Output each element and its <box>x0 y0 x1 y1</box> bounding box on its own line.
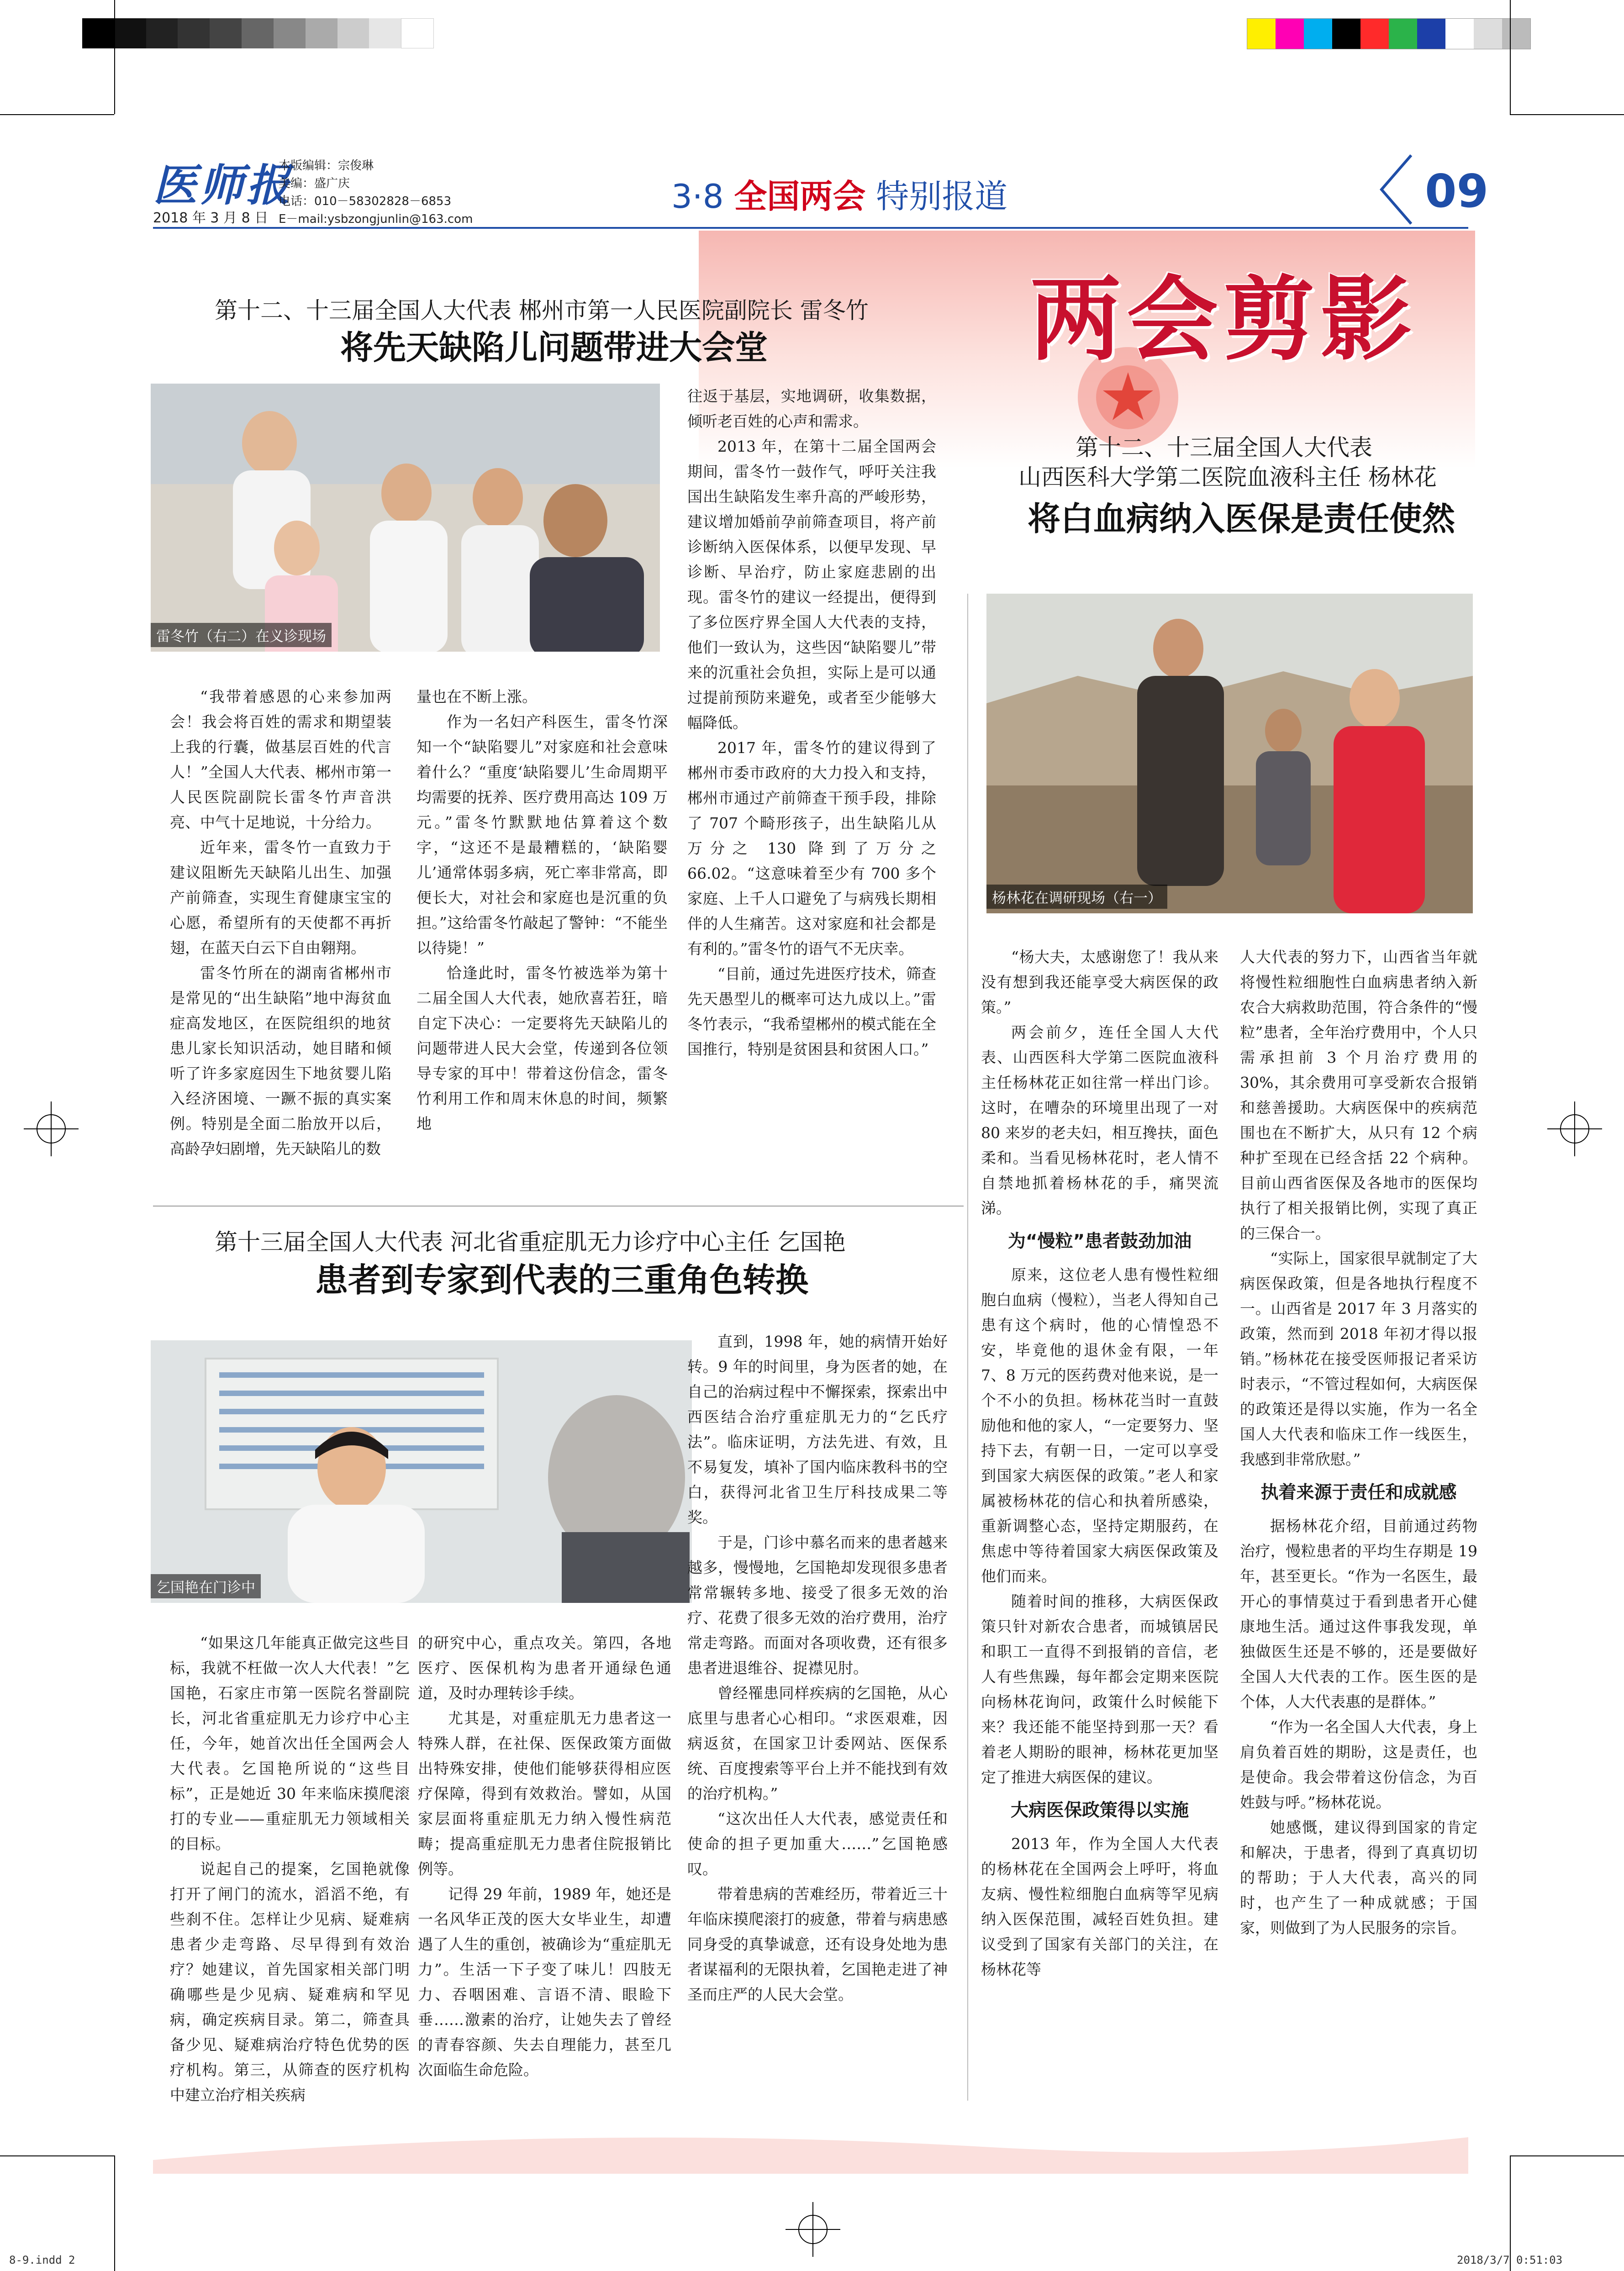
story2-headline: 将白血病纳入医保是责任使然 <box>1028 499 1455 538</box>
paragraph: 据杨林花介绍，目前通过药物治疗，慢粒患者的平均生存期是 19 年，甚至更长。“作为一名医生，最开心的事情莫过于看到患者开心健康地生活。通过这件事我发现，单独做医生还是不够的，还是要做好全国人大代表的工作。医生医的是个体，人大代表惠的是群体。” <box>1240 1517 1477 1711</box>
paragraph: 记得 29 年前，1989 年，她还是一名风华正茂的医大女毕业生，却遭遇了人生的重创，被确诊为“重症肌无力”。生活一下子变了味儿！四肢无力、吞咽困难、言语不清、眼睑下垂……激素的治疗，让她失去了曾经的青春容颜、失去自理能力，甚至几次面临生命危险。 <box>418 1885 671 2079</box>
story1-headline: 将先天缺陷儿问题带进大会堂 <box>340 328 768 367</box>
section-title <box>671 170 1007 217</box>
newspaper-logo: 医师报 <box>153 159 293 211</box>
crop-mark <box>0 2155 114 2156</box>
paragraph: 恰逢此时，雷冬竹被选举为第十二届全国人大代表，她欣喜若狂，暗自定下决心：一定要将先天缺陷儿的问题带进人民大会堂，传递到各位领导专家的耳中！带着这份信念，雷冬竹利用工作和周末休息的时间，频繁地 <box>417 964 668 1133</box>
paragraph: 她感慨，建议得到国家的肯定和解决，于患者，得到了真真切切的帮助；于人大代表，高兴的同时，也产生了一种成就感；于国家，则做到了为人民服务的宗旨。 <box>1240 1818 1477 1937</box>
paragraph: 带着患病的苦难经历，带着近三十年临床摸爬滚打的疲惫，带着与病患感同身受的真挚诚意，还有设身处地为患者谋福利的无限执着，乞国艳走进了神圣而庄严的人民大会堂。 <box>687 1885 948 2003</box>
crop-mark <box>1510 2155 1624 2156</box>
paragraph: 直到，1998 年，她的病情开始好转。9 年的时间里，身为医者的她，在自己的治病过程中不懈探索，探索出中西医结合治疗重症肌无力的“乞氏疗法”。临床证明，方法先进、有效，且不易复发，填补了国内临床教科书的空白，获得河北省卫生厅科技成果二等奖。 <box>687 1333 948 1526</box>
page-number: 09 <box>1425 164 1489 218</box>
designer-line: 美编：盛广庆 <box>279 177 350 190</box>
story1-photo <box>151 384 660 652</box>
story2-column-b <box>1240 944 1477 1940</box>
story3-column-c <box>687 1329 948 2007</box>
crop-mark <box>114 2155 115 2271</box>
paragraph: “杨大夫，太感谢您了！我从来没有想到我还能享受大病医保的政策。” <box>981 948 1218 1016</box>
grayscale-bar <box>82 18 434 48</box>
decorative-swoosh <box>153 2119 1468 2174</box>
story2-photo <box>986 594 1473 913</box>
story1-column-c <box>687 384 936 1062</box>
editor-line: 本版编辑：宗俊琳 <box>279 159 374 173</box>
registration-mark <box>1560 1114 1589 1143</box>
paragraph: 近年来，雷冬竹一直致力于建议阻断先天缺陷儿出生、加强产前筛查，实现生育健康宝宝的心愿，希望所有的天使都不再折翅，在蓝天白云下自由翱翔。 <box>170 838 391 957</box>
section-prefix: 3·8 <box>671 177 724 216</box>
story2-subheading: 为“慢粒”患者鼓劲加油 <box>1007 1231 1192 1252</box>
paragraph: 随着时间的推移，大病医保政策只针对新农合患者，而城镇居民和职工一直得不到报销的音信，老人有些焦躁，每年都会定期来医院向杨林花询问，政策什么时候能下来？我还能不能坚持到那一天？看着老人期盼的眼神，杨林花更加坚定了推进大病医保的建议。 <box>981 1592 1218 1786</box>
section-highlight: 全国两会 <box>734 177 866 216</box>
paragraph: “目前，通过先进医疗技术，筛查先天愚型儿的概率可达九成以上。”雷冬竹表示，“我希望郴州的模式能在全国推行，特别是贫困县和贫困人口。” <box>687 965 936 1058</box>
story2-subheading: 执着来源于责任和成就感 <box>1260 1482 1457 1503</box>
crop-mark <box>1510 0 1511 114</box>
story1-subhead: 第十二、十三届全国人大代表 郴州市第一人民医院副院长 雷冬竹 <box>215 297 869 324</box>
paragraph: 说起自己的提案，乞国艳就像打开了闸门的流水，滔滔不绝，有些刹不住。怎样让少见病、疑难病患者少走弯路、尽早得到有效治疗？她建议，首先国家相关部门明确哪些是少见病、疑难病和罕见病，确定疾病目录。第二，筛查具备少见、疑难病治疗特色优势的医疗机构。第三，从筛查的医疗机构中建立治疗相关疾病 <box>170 1860 410 2104</box>
paragraph: 2013 年，在第十二届全国两会期间，雷冬竹一鼓作气，呼吁关注我国出生缺陷发生率升高的严峻形势，建议增加婚前孕前筛查项目，将产前诊断纳入医保体系，以便早发现、早诊断、早治疗，防止家庭悲剧的出现。雷冬竹的建议一经提出，便得到了多位医疗界全国人大代表的支持，他们一致认为，这些因“缺陷婴儿”带来的沉重社会负担，实际上是可以通过提前预防来避免，或者至少能够大幅降低。 <box>687 437 936 732</box>
footer-file-slug: 8-9.indd 2 <box>9 2254 75 2266</box>
section-divider <box>153 1206 964 1207</box>
column-divider <box>967 594 968 2101</box>
registration-mark <box>37 1114 66 1143</box>
story1-photo-caption: 雷冬竹（右二）在义诊现场 <box>151 623 332 647</box>
paragraph: 人大代表的努力下，山西省当年就将慢性粒细胞性白血病患者纳入新农合大病救助范围，符合条件的“慢粒”患者，全年治疗费用中，个人只需承担前 3 个月治疗费用的 30%，其余费用可享受新农合报销和慈善援助。大病医保中的疾病范围也在不断扩大，从只有 12 个病种扩至现在已经含括 22 个病种。目前山西省医保及各地市的医保均执行了相关报销比例，实现了真正的三保合一。 <box>1240 948 1477 1242</box>
paragraph: 2017 年，雷冬竹的建议得到了郴州市委市政府的大力投入和支持，郴州市通过产前筛查干预手段，排除了 707 个畸形孩子，出生缺陷儿从万分之 130 降到了万分之 66.02。“这意味着至少有 700 多个家庭、上千人口避免了与病残长期相伴的人生痛苦。这对家庭和社会都是有利的。”雷冬竹的语气不无庆幸。 <box>687 739 936 958</box>
paragraph: 作为一名妇产科医生，雷冬竹深知一个“缺陷婴儿”对家庭和社会意味着什么？“重度‘缺陷婴儿’生命周期平均需要的抚养、医疗费用高达 109 万元。”雷冬竹默默地估算着这个数字，“这还不是最糟糕的，‘缺陷婴儿’通常体弱多病，死亡率非常高，即便长大，对社会和家庭也是沉重的负担。”这给雷冬竹敲起了警钟：“不能坐以待毙！” <box>417 713 668 957</box>
story2-column-a <box>981 944 1218 1982</box>
crop-mark <box>1510 114 1624 115</box>
paragraph: 量也在不断上涨。 <box>417 688 537 706</box>
paragraph: “作为一名全国人大代表，身上肩负着百姓的期盼，这是责任，也是使命。我会带着这份信念，为百姓鼓与呼。”杨林花说。 <box>1240 1718 1477 1811</box>
story3-column-a <box>170 1630 410 2108</box>
paragraph: 的研究中心，重点攻关。第四，各地医疗、医保机构为患者开通绿色通道，及时办理转诊手续。 <box>418 1634 671 1702</box>
crop-mark <box>0 114 114 115</box>
header-rule <box>153 227 1468 229</box>
section-suffix: 特别报道 <box>876 177 1008 216</box>
registration-mark <box>798 2215 828 2244</box>
story2-subhead: 第十二、十三届全国人大代表 <box>1076 434 1372 461</box>
paragraph: 2013 年，作为全国人大代表的杨林花在全国两会上呼吁，将血友病、慢性粒细胞白血病等罕见病纳入医保范围，减轻百姓负担。建议受到了国家有关部门的关注，在杨林花等 <box>981 1835 1218 1978</box>
story2-subheading: 大病医保政策得以实施 <box>1010 1800 1189 1821</box>
email-line: E－mail:ysbzongjunlin@163.com <box>279 212 473 226</box>
paragraph: “实际上，国家很早就制定了大病医保政策，但是各地执行程度不一。山西省是 2017 年 3 月落实的政策，然而到 2018 年初才得以报销。”杨林花在接受医师报记者采访时表示，“不管过程如何，大病医保的政策还是得以实施，作为一名全国人大代表和临床工作一线医生，我感到非常欣慰。” <box>1240 1249 1477 1468</box>
paragraph: 两会前夕，连任全国人大代表、山西医科大学第二医院血液科主任杨林花正如往常一样出门诊。这时，在嘈杂的环境里出现了一对 80 来岁的老夫妇，相互搀扶，面色柔和。当看见杨林花时，老人情不自禁地抓着杨林花的手，痛哭流涕。 <box>981 1023 1218 1217</box>
editor-info <box>279 157 473 228</box>
footer-timestamp-slug: 2018/3/7 0:51:03 <box>1457 2254 1563 2266</box>
story2-subhead-2: 山西医科大学第二医院血液科主任 杨林花 <box>1018 464 1437 490</box>
paragraph: 尤其是，对重症肌无力患者这一特殊人群，在社保、医保政策方面做出特殊安排，使他们能够获得相应医疗保障，得到有效救治。譬如，从国家层面将重症肌无力纳入慢性病范畴；提高重症肌无力患者住院报销比例等。 <box>418 1709 671 1878</box>
phone-line: 电话：010－58302828－6853 <box>279 195 452 208</box>
paragraph: 于是，门诊中慕名而来的患者越来越多，慢慢地，乞国艳却发现很多患者常常辗转多地、接受了很多无效的治疗、花费了很多无效的治疗费用，治疗常走弯路。而面对各项收费，还有很多患者进退维谷、捉襟见肘。 <box>687 1533 948 1677</box>
story3-photo-caption: 乞国艳在门诊中 <box>151 1574 261 1598</box>
story3-headline: 患者到专家到代表的三重角色转换 <box>315 1260 809 1299</box>
issue-date: 2018 年 3 月 8 日 <box>153 210 269 226</box>
page-chevron-icon <box>1375 151 1420 228</box>
banner-title: 两会剪影 <box>1030 266 1418 373</box>
paragraph: 原来，这位老人患有慢性粒细胞白血病（慢粒），当老人得知自己患有这个病时，他的心情惶恐不安，毕竟他的退休金有限，一年 7、8 万元的医药费对他来说，是一个不小的负担。杨林花当时一直鼓励他和他的家人，“一定要努力、坚持下去，有朝一日，一定可以享受到国家大病医保的政策。”老人和家属被杨林花的信心和执着所感染，重新调整心态，坚持定期服药，在焦虑中等待着国家大病医保政策及他们而来。 <box>981 1266 1218 1585</box>
story1-column-a <box>170 684 391 1161</box>
story3-subhead: 第十三届全国人大代表 河北省重症肌无力诊疗中心主任 乞国艳 <box>215 1229 846 1255</box>
paragraph: 曾经罹患同样疾病的乞国艳，从心底里与患者心心相印。“求医艰难，因病返贫，在国家卫计委网站、医保系统、百度搜索等平台上并不能找到有效的治疗机构。” <box>687 1684 948 1802</box>
paragraph: “我带着感恩的心来参加两会！我会将百姓的需求和期望装上我的行囊，做基层百姓的代言人！”全国人大代表、郴州市第一人民医院副院长雷冬竹声音洪亮、中气十足地说，十分给力。 <box>170 688 391 831</box>
story1-column-b <box>417 684 668 1136</box>
paragraph: 雷冬竹所在的湖南省郴州市是常见的“出生缺陷”地中海贫血症高发地区，在医院组织的地贫患儿家长知识活动，她目睹和倾听了许多家庭因生下地贫婴儿陷入经济困境、一蹶不振的真实案例。特别是全面二胎放开以后，高龄孕妇剧增，先天缺陷儿的数 <box>170 964 391 1158</box>
paragraph: 往返于基层，实地调研，收集数据，倾听老百姓的心声和需求。 <box>687 387 936 430</box>
story3-photo <box>151 1340 692 1603</box>
story2-photo-caption: 杨林花在调研现场（右一） <box>986 885 1167 909</box>
crop-mark <box>114 0 115 114</box>
paragraph: “这次出任人大代表，感觉责任和使命的担子更加重大……”乞国艳感叹。 <box>687 1810 948 1878</box>
story3-column-b <box>418 1630 671 2082</box>
paragraph: “如果这几年能真正做完这些目标，我就不枉做一次人大代表！”乞国艳，石家庄市第一医院名誉副院长，河北省重症肌无力诊疗中心主任，今年，她首次出任全国两会人大代表。乞国艳所说的“这些目标”，正是她近 30 年来临床摸爬滚打的专业——重症肌无力领域相关的目标。 <box>170 1634 410 1853</box>
color-bar <box>1247 18 1531 49</box>
